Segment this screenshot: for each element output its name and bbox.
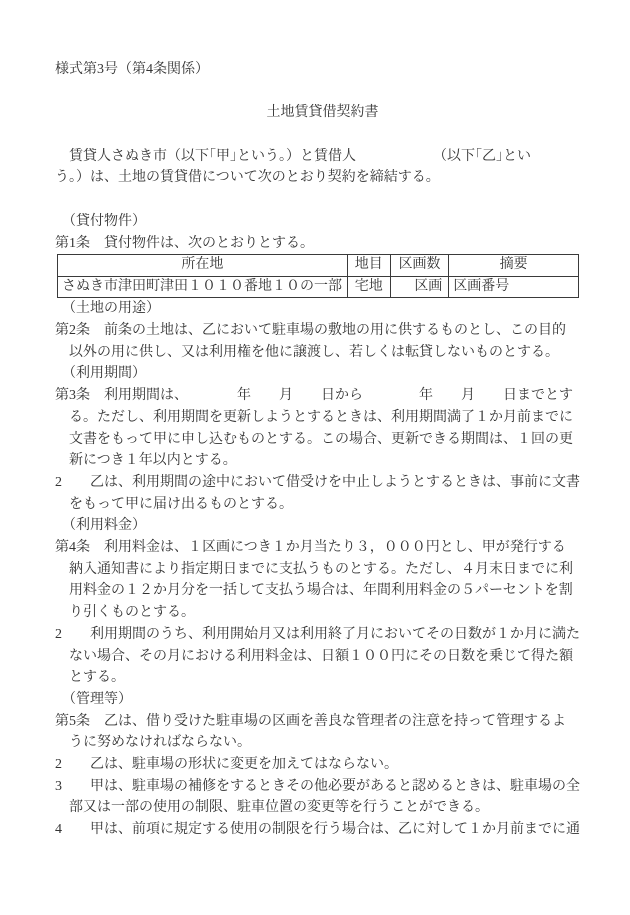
document-line: （利用期間） [55,366,146,382]
document-line: う。）は、土地の賃貸借について次のとおり契約を締結する。 [55,170,440,186]
document-line: 2 利用期間のうち、利用開始月又は利用終了月においてその日数が１か月に満た [55,626,580,642]
document-line: 以外の用に供し、又は利用権を他に譲渡し、若しくは転貸しないものとする。 [55,344,559,360]
document-line: 賃貸人さぬき市（以下｢甲｣という。）と賃借人 （以下｢乙｣とい [55,148,531,164]
document-line: とする。 [55,670,125,686]
document-line: 新につき１年以内とする。 [55,453,237,469]
document-body [55,146,590,841]
document-line: 納入通知書により指定期日までに支払うものとする。ただし、４月末日までに利 [55,561,573,577]
document-line: 2 乙は、駐車場の形状に変更を加えてはならない。 [55,757,398,773]
table-cell: 宅地 [347,276,390,298]
document-line: 用料金の１２か月分を一括して支払う場合は、年間利用料金の５パーセントを割 [55,583,573,599]
table-header-cell: 地目 [347,255,390,277]
document-line: 第1条 貸付物件は、次のとおりとする。 [55,235,314,251]
document-line: 文書をもって甲に申し込むものとする。この場合、更新できる期間は、１回の更 [55,431,573,447]
document-line: 第3条 利用期間は、 年 月 日から 年 月 日までとす [55,388,573,404]
document-line: うに努めなければならない。 [55,735,251,751]
document-line: 4 甲は、前項に規定する使用の制限を行う場合は、乙に対して１か月前までに通 [55,822,580,838]
table-cell: 区画番号 [449,276,579,298]
table-header-cell: 区画数 [390,255,448,277]
form-number: 様式第3号（第4条関係） [55,62,209,77]
document-line: をもって甲に届け出るものとする。 [55,496,293,512]
document-line: 3 甲は、駐車場の補修をするときその他必要があると認めるときは、駐車場の全 [55,778,580,794]
document-line: （土地の用途） [55,301,160,317]
document-line: （管理等） [55,691,132,707]
document-line: り引くものとする。 [55,605,195,621]
document-line: ない場合、その月における利用料金は、日額１００円にその日数を乗じて得た額 [55,648,573,664]
table-header-row [58,255,579,277]
table-cell: さぬき市津田町津田１０１０番地１０の一部 [58,276,348,298]
table-header-cell: 摘要 [449,255,579,277]
document-line: 部又は一部の使用の制限、駐車位置の変更等を行うことができる。 [55,800,489,816]
document-line: 第2条 前条の土地は、乙において駐車場の敷地の用に供するものとし、この目的 [55,322,566,338]
document-line: 第4条 利用料金は、１区画につき１か月当たり３，０００円とし、甲が発行する [55,540,566,556]
blank-line [55,189,590,211]
property-table [57,254,579,298]
table-header-cell: 所在地 [58,255,348,277]
table-row [58,276,579,298]
document-line: 第5条 乙は、借り受けた駐車場の区画を善良な管理者の注意を持って管理するよ [55,713,566,729]
document-line: （貸付物件） [55,213,146,229]
document-line: （利用料金） [55,518,146,534]
table-cell: 区画 [390,276,448,298]
document-line: 2 乙は、利用期間の途中において借受けを中止しようとするときは、事前に文書 [55,474,580,490]
document-title: 土地賃貸借契約書 [266,105,379,121]
document-line: る。ただし、利用期間を更新しようとするときは、利用期間満了１か月前までに [55,409,573,425]
